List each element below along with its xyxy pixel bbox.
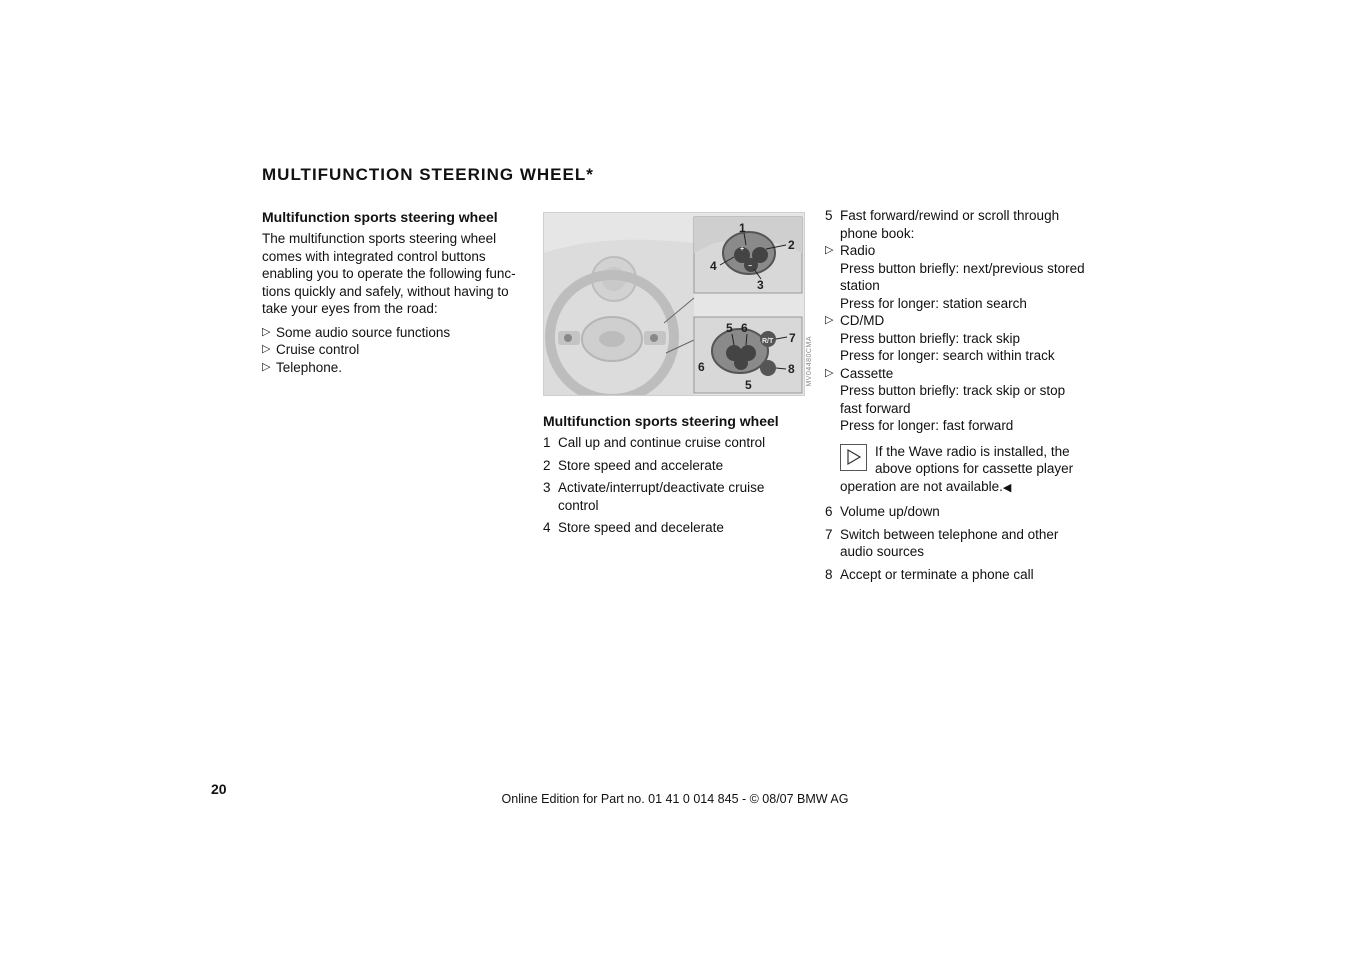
callout-5: 5 (745, 378, 752, 392)
note-text: If the Wave radio is installed, the above options for cassette player operation are not available. (840, 443, 1074, 494)
item-number: 7 (825, 526, 833, 542)
callout-3: 3 (757, 278, 764, 292)
note-triangle-icon (840, 444, 867, 471)
list-item (543, 434, 805, 452)
subitem-line: Press for longer: fast forward (840, 418, 1014, 433)
item-text: Call up and continue cruise control (558, 435, 766, 450)
footer: Online Edition for Part no. 01 41 0 014 845 - © 08/07 BMW AG (501, 792, 849, 806)
legend-list (543, 434, 805, 537)
list-item (543, 519, 805, 537)
section-heading: Multifunction sports steering wheel (262, 209, 498, 225)
subitem-title: Cassette (840, 365, 894, 381)
subitem-title: Radio (840, 243, 876, 258)
list-item (825, 566, 1087, 584)
radio-subitem (825, 242, 1087, 312)
callout-6: 6 (741, 321, 748, 335)
cassette-subitem (825, 365, 1087, 435)
callout-2: 2 (788, 238, 795, 252)
list-item: ▷ Cruise control (262, 341, 534, 359)
item-text: Volume up/down (840, 504, 940, 519)
legend-list-end (825, 503, 1087, 583)
function-list (262, 324, 534, 377)
item-text: Store speed and decelerate (558, 520, 724, 535)
callout-8: 8 (788, 362, 795, 376)
subitem-line: Press button briefly: next/previous stored station (840, 260, 1085, 293)
item-number: 5 (825, 208, 833, 223)
page-number: 20 (211, 781, 227, 797)
legend-list-continued (825, 207, 1087, 242)
subitem-line: Press for longer: search within track (840, 348, 1055, 363)
callout-4: 4 (710, 259, 717, 273)
item-text: Store speed and accelerate (558, 457, 724, 473)
item-text: Accept or terminate a phone call (840, 566, 1034, 582)
subitem-title: CD/MD (840, 313, 885, 328)
list-item (825, 207, 1087, 242)
list-item (825, 503, 1087, 521)
list-item (543, 479, 805, 514)
minus-glyph: − (748, 263, 753, 270)
steering-wheel-figure (543, 212, 805, 396)
triangle-bullet-icon: ▷ (825, 314, 834, 326)
note-box (840, 441, 1087, 498)
steering-wheel-illustration (544, 213, 805, 396)
middle-column (543, 412, 805, 542)
item-number: 2 (543, 457, 551, 473)
subitem-line: Press for longer: station search (840, 295, 1027, 311)
item-number: 8 (825, 566, 833, 582)
right-column (825, 207, 1087, 588)
subitem-line: Press button briefly: track skip (840, 330, 1021, 346)
callout-1: 1 (739, 221, 746, 235)
list-item: ▷ Telephone. (262, 359, 534, 377)
cd-subitem (825, 312, 1087, 365)
list-item (825, 526, 1087, 561)
legend-heading: Multifunction sports steering wheel (543, 413, 779, 429)
rt-glyph: R/T (762, 338, 774, 345)
subitem-line: Press button briefly: track skip or stop fast forward (840, 383, 1066, 416)
triangle-bullet-icon: ▷ (825, 366, 834, 379)
callout-6: 6 (698, 360, 705, 374)
page-title: MULTIFUNCTION STEERING WHEEL* (262, 165, 594, 184)
item-text: Switch between telephone and other audio sources (840, 526, 1059, 559)
figure-code: MV04480CMA (806, 336, 813, 387)
intro-paragraph: The multifunction sports steering wheel comes with integrated control buttons enabling you to operate the following func-tions quickly and safely, without having to take your eyes from the road: (262, 231, 516, 316)
list-item: ▷ Some audio source functions (262, 324, 534, 342)
triangle-bullet-icon: ▷ (825, 244, 834, 256)
item-text: Activate/interrupt/deactivate cruise control (558, 480, 765, 513)
callout-7: 7 (789, 331, 796, 345)
plus-glyph: + (740, 246, 745, 253)
item-number: 4 (543, 520, 551, 535)
callout-5: 5 (726, 321, 733, 335)
item-number: 3 (543, 480, 551, 495)
list-item (543, 457, 805, 475)
end-mark-icon: ◀ (1002, 481, 1012, 494)
left-column (262, 208, 534, 376)
item-text: Fast forward/rewind or scroll through phone book: (840, 208, 1060, 241)
item-number: 1 (543, 435, 551, 450)
item-number: 6 (825, 504, 833, 519)
